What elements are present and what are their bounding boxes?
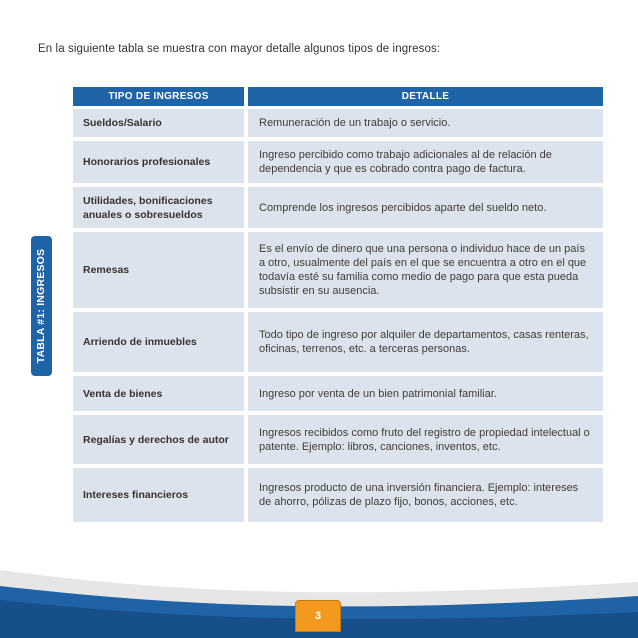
- detalle-cell: Ingreso por venta de un bien patrimonial familiar.: [248, 376, 603, 411]
- table-row: [73, 232, 603, 308]
- header-tipo: TIPO DE INGRESOS: [73, 87, 244, 106]
- detalle-cell: Ingreso percibido como trabajo adicionales al de relación de dependencia y que es cobrado contra pago de factura.: [248, 141, 603, 183]
- table-header-row: [73, 87, 603, 106]
- side-label-text: TABLA #1: INGRESOS: [35, 248, 48, 364]
- table-row: [73, 109, 603, 137]
- page-number: 3: [296, 601, 340, 631]
- tipo-cell: Arriendo de inmuebles: [73, 312, 244, 372]
- table-row: [73, 312, 603, 372]
- detalle-cell: Todo tipo de ingreso por alquiler de departamentos, casas renteras, oficinas, terrenos, etc. a terceras personas.: [248, 312, 603, 372]
- tipo-cell: Honorarios profesionales: [73, 141, 244, 183]
- income-table: [73, 87, 603, 526]
- table-row: [73, 415, 603, 464]
- table-row: [73, 468, 603, 522]
- table-row: [73, 187, 603, 228]
- tipo-cell: Regalías y derechos de autor: [73, 415, 244, 464]
- table-row: [73, 141, 603, 183]
- header-detalle: DETALLE: [248, 87, 603, 106]
- detalle-cell: Comprende los ingresos percibidos aparte del sueldo neto.: [248, 187, 603, 228]
- table-side-label: [31, 236, 52, 376]
- detalle-cell: Remuneración de un trabajo o servicio.: [248, 109, 603, 137]
- intro-text: En la siguiente tabla se muestra con mayor detalle algunos tipos de ingresos:: [38, 43, 441, 55]
- detalle-cell: Ingresos recibidos como fruto del registro de propiedad intelectual o patente. Ejemplo: libros, canciones, inventos, etc.: [248, 415, 603, 464]
- tipo-cell: Sueldos/Salario: [73, 109, 244, 137]
- tipo-cell: Remesas: [73, 232, 244, 308]
- tipo-cell: Venta de bienes: [73, 376, 244, 411]
- tipo-cell: Intereses financieros: [73, 468, 244, 522]
- detalle-cell: Ingresos producto de una inversión financiera. Ejemplo: intereses de ahorro, pólizas de plazo fijo, bonos, acciones, etc.: [248, 468, 603, 522]
- tipo-cell: Utilidades, bonificaciones anuales o sobresueldos: [73, 187, 244, 228]
- table-row: [73, 376, 603, 411]
- detalle-cell: Es el envío de dinero que una persona o individuo hace de un país a otro, usualmente del país en el que se encuentra a otro en el que todavía esté su familia como medio de pago para que esta pueda subsistir en su ausencia.: [248, 232, 603, 308]
